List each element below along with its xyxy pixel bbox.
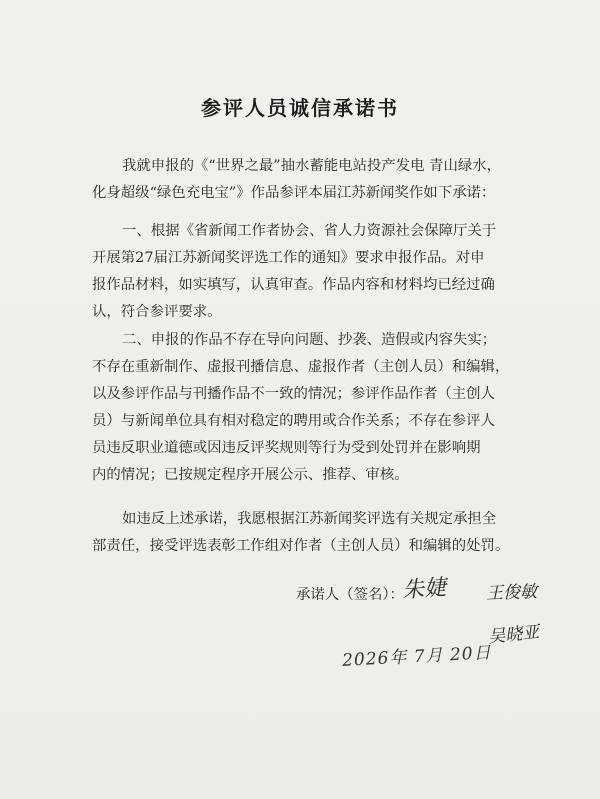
text-line: 开展第27届江苏新闻奖评选工作的通知》要求申报作品。对申 [92,250,485,266]
text-line: 报作品材料，如实填写，认真审查。作品内容和材料均已经过确 [92,277,495,293]
text-line: 我就申报的《“世界之最”抽水蓄能电站投产发电 青山绿水， [122,158,502,174]
paragraph-item-1 [92,218,538,326]
text-line: 不存在重新制作、虚报刊播信息、虚报作者（主创人员）和编辑， [92,359,510,375]
paragraph-closing [92,506,538,560]
text-line: 员）与新闻单位具有相对稳定的聘用或合作关系；不存在参评人 [92,413,495,429]
text-line: 化身超级“绿色充电宝”》作品参评本届江苏新闻奖作如下承诺： [92,185,496,201]
signature-date: 2026年 7月 20日 [341,643,493,671]
text-line: 员违反职业道德或因违反评奖规则等行为受到处罚并在影响期 [92,440,481,456]
text-line: 如违反上述承诺，我愿根据江苏新闻奖评选有关规定承担全 [122,511,497,527]
document-title: 参评人员诚信承诺书 [201,96,399,120]
signature-name: 朱婕 [401,575,447,604]
text-line: 内的情况；已按规定程序开展公示、推荐、审核。 [92,467,409,483]
text-line: 认，符合参评要求。 [92,304,222,320]
signature-name: 王俊敏 [485,582,538,604]
paragraph-intro [92,153,538,207]
text-line: 部责任，接受评选表彰工作组对作者（主创人员）和编辑的处罚。 [92,538,510,554]
signature-name: 吴晓亚 [487,622,541,648]
text-line: 一、根据《省新闻工作者协会、省人力资源社会保障厅关于 [122,223,497,239]
text-line: 二、申报的作品不存在导向问题、抄袭、造假或内容失实； [122,332,497,348]
paragraph-item-2 [92,327,538,489]
text-line: 以及参评作品与刊播作品不一致的情况；参评作品作者（主创人 [92,386,495,402]
signature-label: 承诺人（签名）： [296,587,404,603]
